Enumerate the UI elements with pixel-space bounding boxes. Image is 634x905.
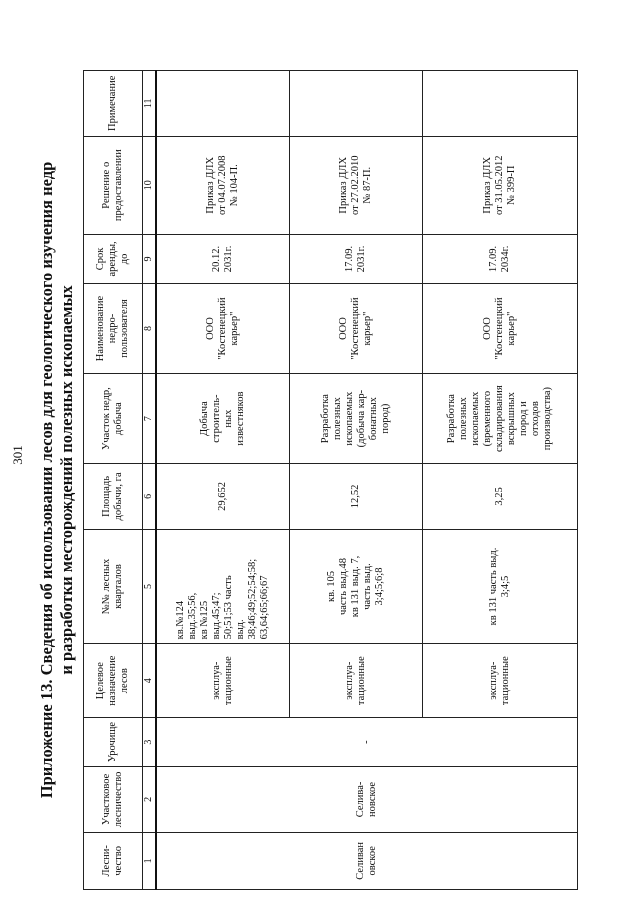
lease-term-cell: 20.12. 2031г. [156,234,290,283]
forestry-cell: Селиван овское [156,832,578,889]
quarters-cell: кв. 105 часть выд.48 кв 131 выд. 7, часть выд. 3;4;5;6;8 [290,529,423,644]
district-cell: Селива- новское [156,767,578,833]
area-cell: 29,652 [156,464,290,530]
purpose-cell: эксплуа- тационные [156,644,290,718]
header-cell: Лесни- чество [84,832,143,889]
lease-term-cell: 17.09. 2034г. [423,234,578,283]
header-cell: Срок аренды, до [84,234,143,283]
rotated-page-content [37,70,617,890]
note-cell [423,71,578,137]
appendix-title [37,70,77,890]
decision-cell: Приказ ДЛХ от 31.05.2012 № 399-П [423,136,578,234]
quarters-cell: кв 131 часть выд. 3;4;5 [423,529,578,644]
column-number: 8 [143,284,157,374]
column-number: 7 [143,374,157,464]
column-number: 3 [143,718,157,767]
tract-cell: - [156,718,578,767]
header-cell: Урочище [84,718,143,767]
subsoil-user-cell: ООО "Костенецкий карьер" [156,284,290,374]
purpose-cell: эксплуа- тационные [290,644,423,718]
column-number: 11 [143,71,157,137]
lease-term-cell: 17.09. 2031г. [290,234,423,283]
subsoil-cell: Разработка полезных ископаемых (добыча кар- бонатных пород) [290,374,423,464]
page-number: 301 [10,445,25,465]
note-cell [290,71,423,137]
subsoil-user-cell: ООО "Костенецкий карьер" [290,284,423,374]
purpose-cell: эксплуа- тационные [423,644,578,718]
subsoil-user-cell: ООО "Костенецкий карьер" [423,284,578,374]
quarters-cell: кв.№124 выд.35;56, кв №125 выд.45;47; 50;51;53 часть выд. 38;46;49;52;54;58; 63,64;65;66;67 [156,529,290,644]
title-line-1: Приложение 13. Сведения об использовании лесов для геологического изучения недр [37,161,56,799]
decision-cell: Приказ ДЛХ от 04.07.2008 № 104-П. [156,136,290,234]
column-number-row [143,71,157,890]
column-number: 5 [143,529,157,644]
column-number: 2 [143,767,157,833]
column-number: 1 [143,832,157,889]
header-cell: Участок недр, добыча [84,374,143,464]
column-number: 4 [143,644,157,718]
header-cell: Площадь добычи, га [84,464,143,530]
column-number: 9 [143,234,157,283]
table-row [156,71,290,890]
header-cell: Примечание [84,71,143,137]
subsoil-cell: Добыча строитель- ных известняков [156,374,290,464]
area-cell: 12,52 [290,464,423,530]
forest-use-table [83,70,578,890]
note-cell [156,71,290,137]
header-cell: Решение о предоставлении [84,136,143,234]
area-cell: 3,25 [423,464,578,530]
header-cell: Целевое назначение лесов [84,644,143,718]
header-row [84,71,143,890]
header-cell: Участковое лесничество [84,767,143,833]
decision-cell: Приказ ДЛХ от 27.02.2010 № 87-П. [290,136,423,234]
column-number: 10 [143,136,157,234]
title-line-2: и разработки месторождений полезных ископаемых [57,285,76,675]
header-cell: Наименование недро- пользователя [84,284,143,374]
subsoil-cell: Разработка полезных ископаемых (временного складирования вскрышных пород и отходов производства) [423,374,578,464]
header-cell: №№ лесных кварталов [84,529,143,644]
column-number: 6 [143,464,157,530]
